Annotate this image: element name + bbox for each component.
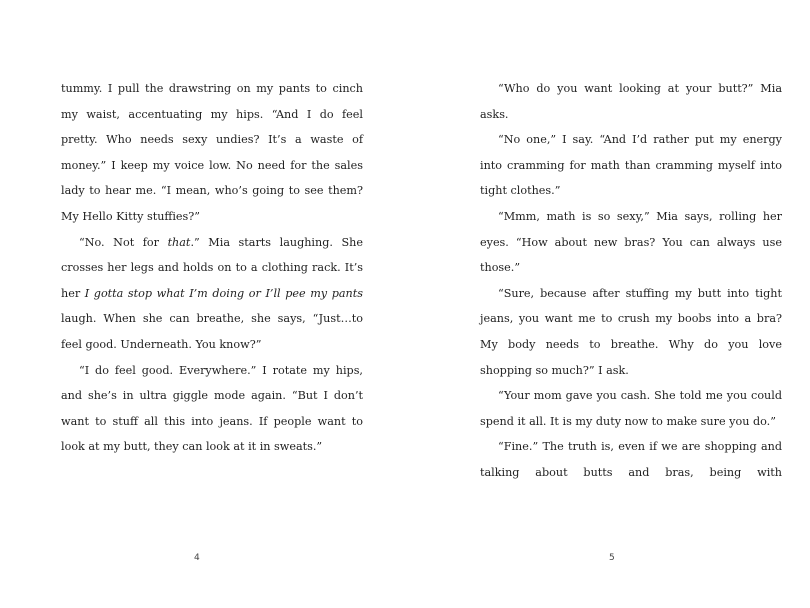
page-number: 5 xyxy=(609,553,615,563)
text-run: “No. Not for xyxy=(79,235,168,249)
page-number: 4 xyxy=(194,553,200,563)
paragraph: “Fine.” The truth is, even if we are shopping and talking about butts and bras, being with xyxy=(480,440,782,479)
paragraph: “No one,” I say. “And I’d rather put my energy into cramming for math than cramming myself into tight clothes.” xyxy=(480,133,782,198)
text-run: .” Mia starts laughing. She crosses her legs and holds on to a clothing rack. It’s her xyxy=(61,235,363,300)
italic-text: that xyxy=(167,235,191,249)
paragraph: “Sure, because after stuffing my butt into tight jeans, you want me to crush my boobs into a bra? My body needs to breathe. Why do you love shopping so much?” I ask. xyxy=(480,286,782,377)
italic-text: I gotta stop what I’m doing or I’ll pee my pants xyxy=(84,286,363,300)
paragraph xyxy=(61,230,363,358)
left-text-column xyxy=(61,76,363,460)
paragraph: “Who do you want looking at your butt?” Mia asks. xyxy=(480,82,782,121)
right-page xyxy=(405,0,810,608)
paragraph: “Mmm, math is so sexy,” Mia says, rolling her eyes. “How about new bras? You can always use those.” xyxy=(480,209,782,275)
paragraph: tummy. I pull the drawstring on my pants to cinch my waist, accentuating my hips. “And I do feel pretty. Who needs sexy undies? It’s a waste of money.” I keep my voice low. No need for the sales lady to hear me. “I mean, who’s going to see them? My Hello Kitty stuffies?” xyxy=(61,82,363,223)
right-text-column xyxy=(480,76,782,486)
text-run: laugh. When she can breathe, she says, “Just…to feel good. Underneath. You know?” xyxy=(61,312,363,351)
paragraph: “I do feel good. Everywhere.” I rotate my hips, and she’s in ultra giggle mode again. “But I don’t want to stuff all this into jeans. If people want to look at my butt, they can look at it in sweats.” xyxy=(61,363,363,454)
paragraph: “Your mom gave you cash. She told me you could spend it all. It is my duty now to make sure you do.” xyxy=(480,389,782,428)
